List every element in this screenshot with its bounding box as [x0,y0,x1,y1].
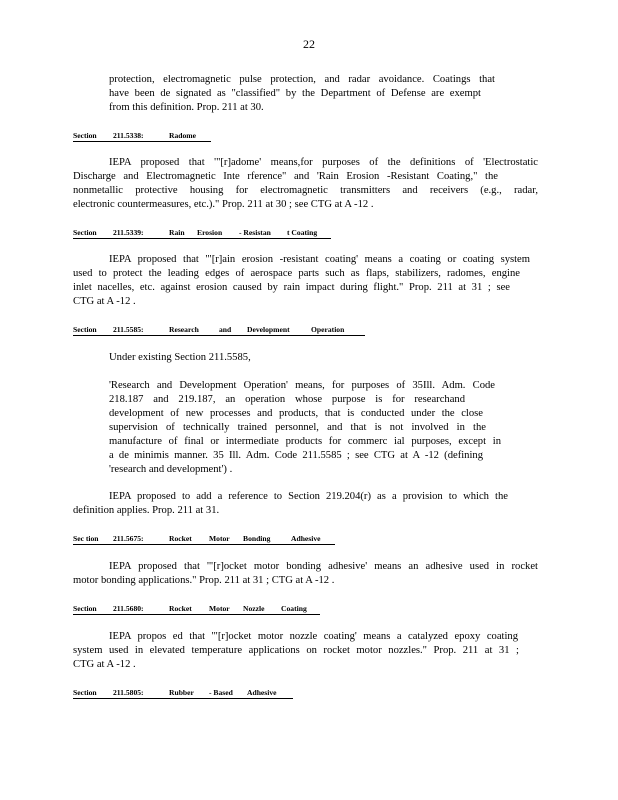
heading-word: Section [73,131,97,140]
heading-word: Rocket [169,604,192,613]
heading-word: Motor [209,534,230,543]
heading-word: Adhesive [291,534,321,543]
heading-word: 211.5805: [113,688,144,697]
rain-erosion-line-3: inlet nacelles, etc. against erosion caused by rain impact during flight." Prop. 211 at 31 ; see [73,282,510,293]
heading-word: 211.5339: [113,228,144,237]
rocket-nozzle-line-2: system used in elevated temperature applications on rocket motor nozzles." Prop. 211 at 31 ; [73,645,519,656]
section-heading-research-development [73,325,365,336]
heading-word: Operation [311,325,345,334]
heading-word: Research [169,325,199,334]
research-line-6: manufacture of final or intermediate products for commerc ial purposes, except in [109,436,501,447]
heading-word: Adhesive [247,688,277,697]
rain-erosion-line-2: used to protect the leading edges of aerospace parts such as flaps, stabilizers, radomes, engine [73,268,520,279]
heading-word: Section [73,688,97,697]
heading-word: 211.5680: [113,604,144,613]
research-line-10: definition applies. Prop. 211 at 31. [73,505,220,516]
section-heading-rocket-nozzle [73,604,320,615]
heading-word: 211.5585: [113,325,144,334]
heading-word: Rocket [169,534,192,543]
heading-word: - Resistan [239,228,271,237]
heading-word: t Coating [287,228,318,237]
heading-word: - Based [209,688,233,697]
heading-word: Erosion [197,228,223,237]
section-heading-radome [73,131,211,142]
research-line-7: a de minimis manner. 35 Ill. Adm. Code 211.5585 ; see CTG at A -12 (defining [109,450,483,461]
page-number: 22 [303,37,315,51]
heading-word: Rain [169,228,185,237]
intro-line-1: protection, electromagnetic pulse protection, and radar avoidance. Coatings that [109,74,495,85]
rocket-nozzle-line-3: CTG at A -12 . [73,659,136,670]
radome-line-2: Discharge and Electromagnetic Inte rference" and 'Rain Erosion -Resistant Coating," the [73,171,498,182]
heading-word: Section [73,228,97,237]
heading-word: Sec tion [73,534,99,543]
research-line-9: IEPA proposed to add a reference to Section 219.204(r) as a provision to which the [109,491,508,502]
heading-word: Motor [209,604,230,613]
rain-erosion-line-4: CTG at A -12 . [73,296,136,307]
heading-word: 211.5338: [113,131,144,140]
heading-word: Development [247,325,290,334]
rain-erosion-line-1: IEPA proposed that '"[r]ain erosion -resistant coating' means a coating or coating system [109,254,530,265]
research-line-1: Under existing Section 211.5585, [109,352,251,363]
heading-word: Section [73,604,97,613]
intro-line-2: have been de signated as "classified" by the Department of Defense are exempt [109,88,481,99]
research-line-3: 218.187 and 219.187, an operation whose purpose is for researchand [109,394,465,405]
research-line-2: 'Research and Development Operation' means, for purposes of 35Ill. Adm. Code [109,380,495,391]
section-heading-rain-erosion [73,228,331,239]
section-heading-rocket-bonding [73,534,335,545]
heading-word: and [219,325,232,334]
heading-word: Section [73,325,97,334]
heading-word: Nozzle [243,604,265,613]
rocket-nozzle-line-1: IEPA propos ed that '"[r]ocket motor nozzle coating' means a catalyzed epoxy coating [109,631,518,642]
research-line-8: 'research and development') . [109,464,233,475]
heading-word: Radome [169,131,196,140]
rocket-bonding-line-1: IEPA proposed that '"[r]ocket motor bonding adhesive' means an adhesive used in rocket [109,561,538,572]
heading-word: Rubber [169,688,194,697]
radome-line-4: electronic countermeasures, etc.)." Prop. 211 at 30 ; see CTG at A -12 . [73,199,374,210]
rocket-bonding-line-2: motor bonding applications." Prop. 211 at 31 ; CTG at A -12 . [73,575,335,586]
section-heading-rubber-based [73,688,293,699]
radome-line-1: IEPA proposed that '"[r]adome' means,for purposes of the definitions of 'Electrostatic [109,157,538,168]
heading-word: Coating [281,604,307,613]
intro-line-3: from this definition. Prop. 211 at 30. [109,102,264,113]
research-line-5: supervision of technically trained personnel, and that is not involved in the [109,422,486,433]
research-line-4: development of new processes and products, that is conducted under the close [109,408,483,419]
heading-word: 211.5675: [113,534,144,543]
radome-line-3: nonmetallic protective housing for electromagnetic transmitters and receivers (e.g., radar, [73,185,538,196]
heading-word: Bonding [243,534,271,543]
